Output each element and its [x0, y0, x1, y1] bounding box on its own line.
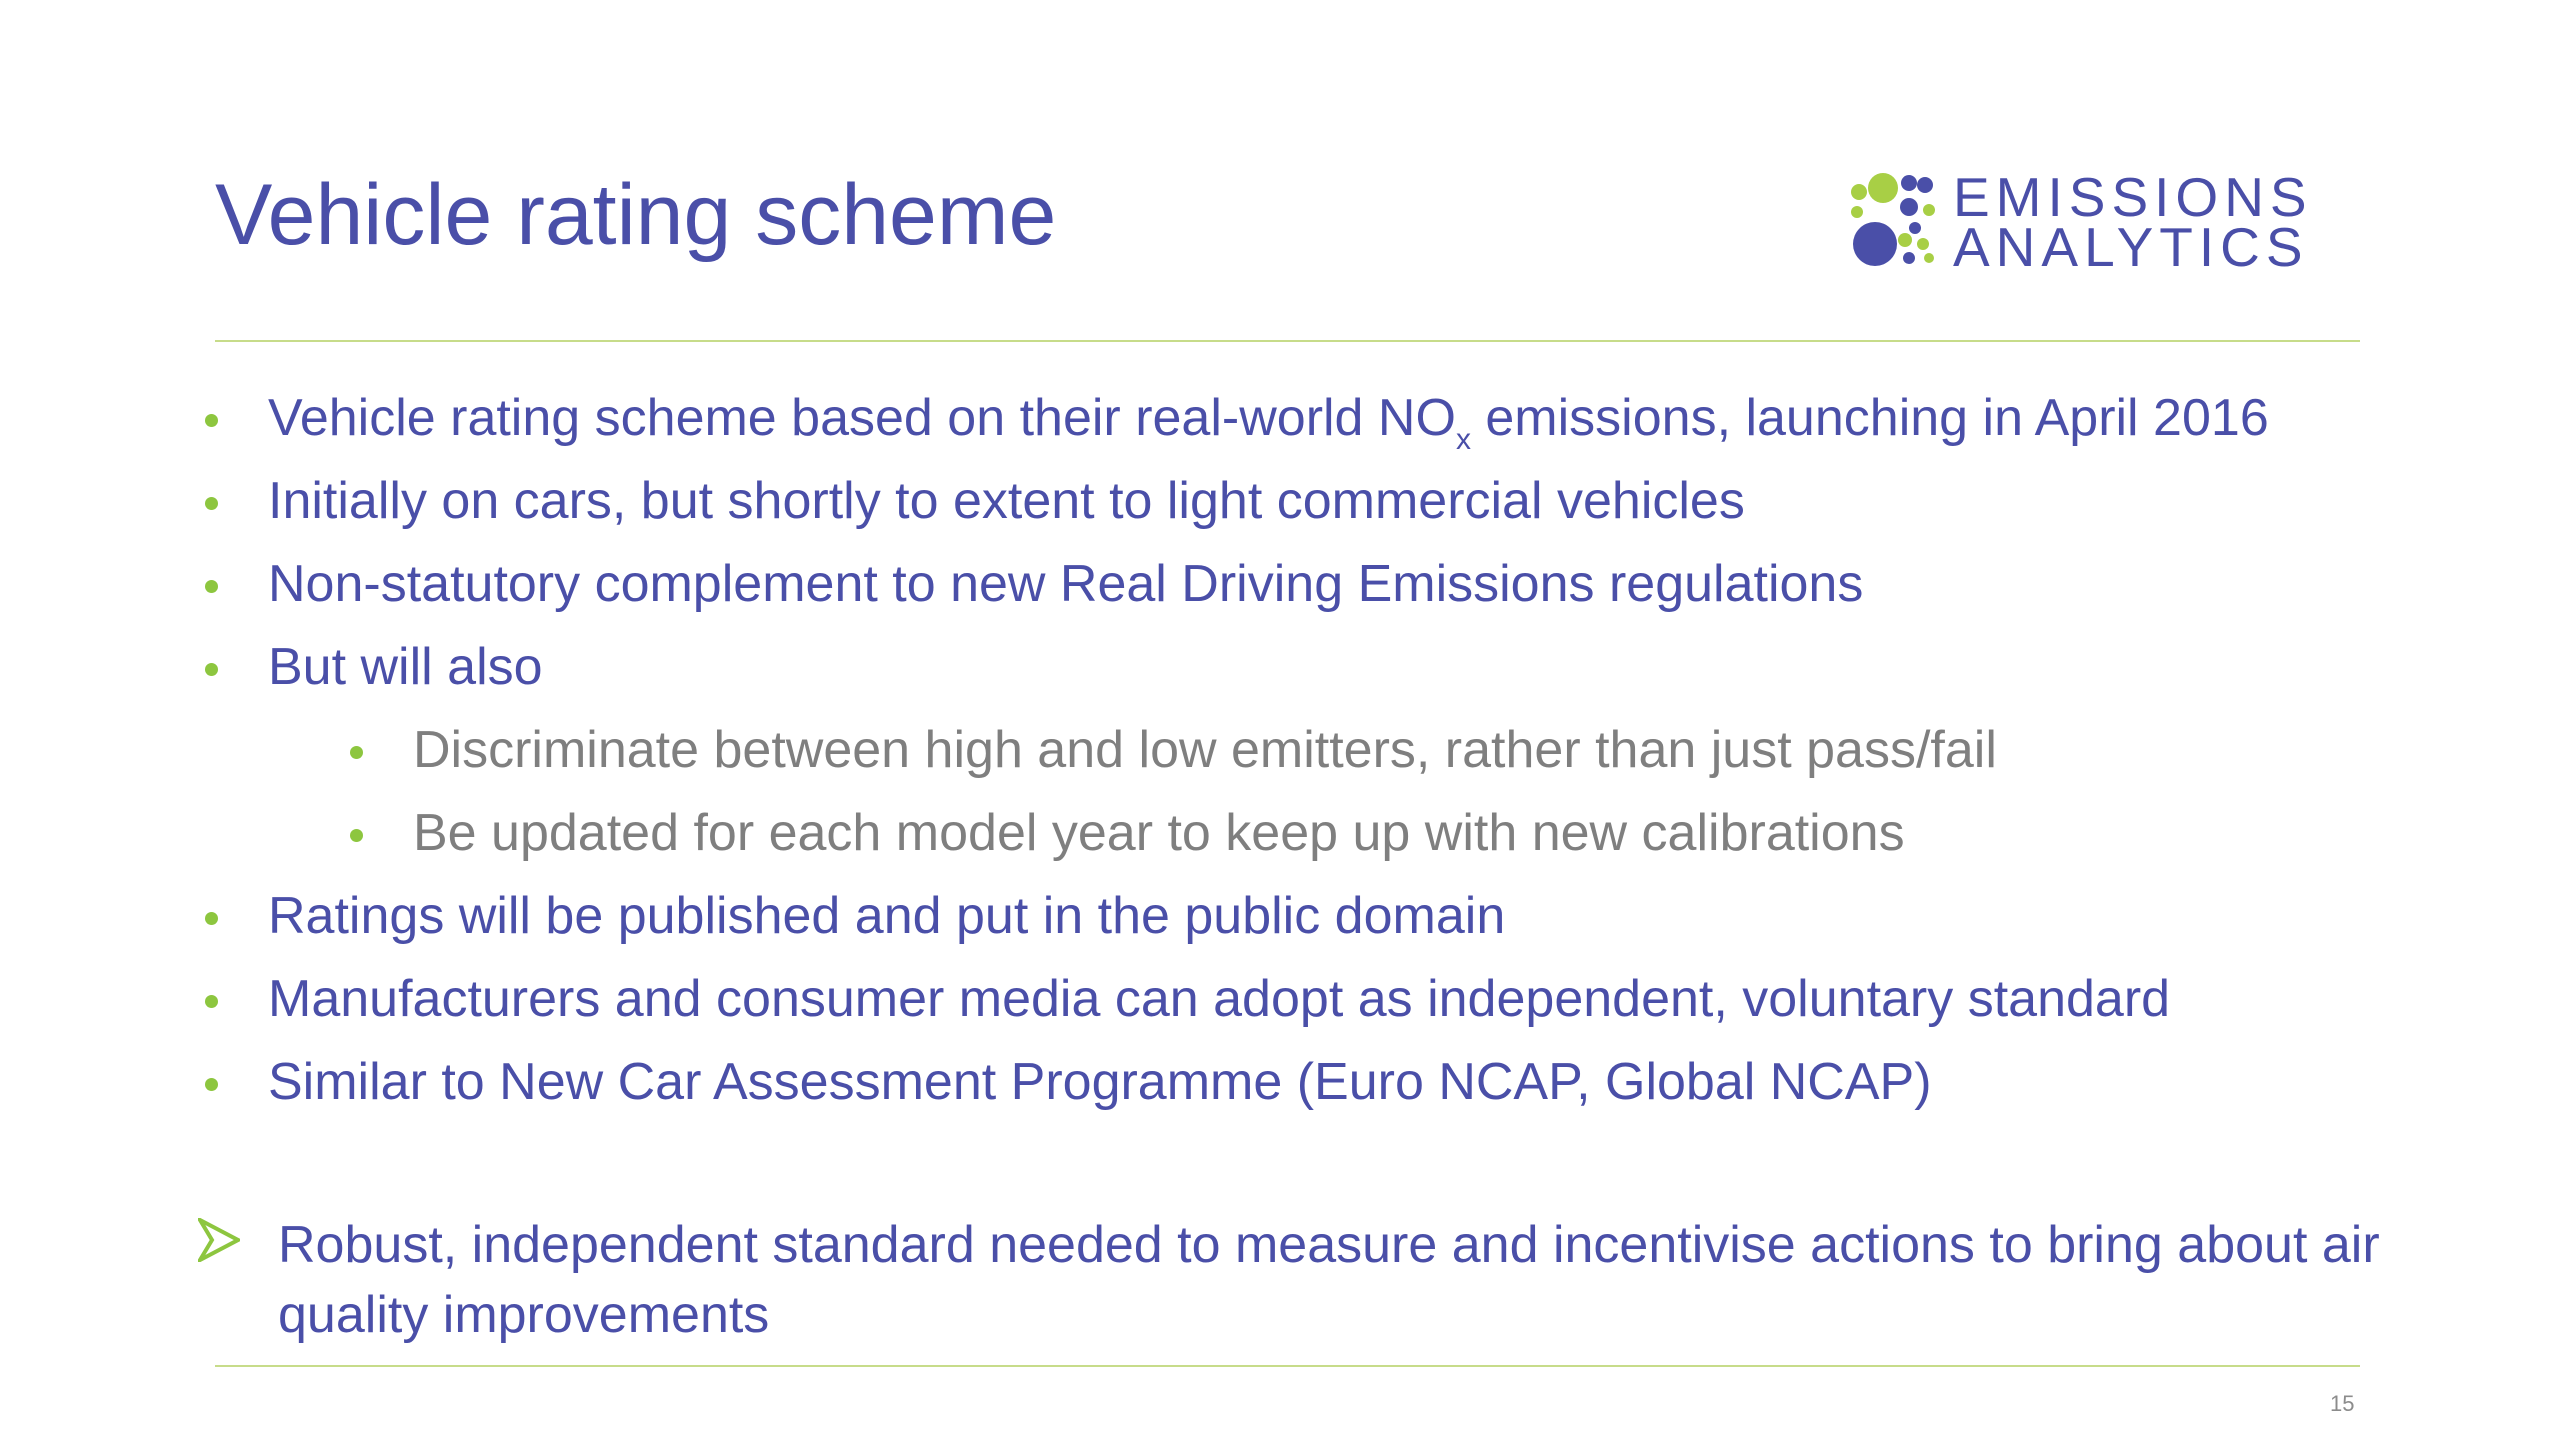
bullet-icon: [205, 414, 218, 427]
bullet-text-part: Vehicle rating scheme based on their real-world NO: [268, 389, 1456, 447]
logo-wordmark: [1953, 166, 2313, 278]
sub-list-item: [413, 721, 1997, 779]
top-divider: [215, 340, 2360, 342]
list-item: [268, 638, 543, 696]
bullet-text: Non-statutory complement to new Real Driving Emissions regulations: [268, 555, 1864, 613]
bullet-icon: [350, 746, 363, 759]
logo-line-1: EMISSIONS: [1953, 166, 2313, 228]
bullet-icon: [350, 829, 363, 842]
slide-title: Vehicle rating scheme: [215, 167, 1057, 263]
bullet-icon: [205, 1078, 218, 1091]
bullet-icon: [205, 580, 218, 593]
subscript-x: x: [1455, 423, 1471, 456]
logo-dots-icon: [1845, 172, 1950, 277]
logo-line-2: ANALYTICS: [1953, 216, 2309, 278]
bullet-text: Manufacturers and consumer media can adopt as independent, voluntary standard: [268, 970, 2171, 1028]
bullet-text: Ratings will be published and put in the public domain: [268, 887, 1506, 945]
sub-list-item: [413, 804, 1905, 862]
bullet-text: Discriminate between high and low emitters, rather than just pass/fail: [413, 721, 1997, 779]
emissions-analytics-logo: [1845, 166, 2375, 278]
bullet-text: Be updated for each model year to keep up with new calibrations: [413, 804, 1905, 862]
page-number: 15: [2330, 1391, 2355, 1416]
list-item: [268, 555, 1864, 613]
bullet-icon: [205, 663, 218, 676]
list-item: [268, 389, 2269, 456]
bullet-text: But will also: [268, 638, 543, 696]
list-item: [268, 1053, 1932, 1111]
list-item: [268, 472, 1745, 530]
list-item: [268, 970, 2171, 1028]
bottom-divider: [215, 1365, 2360, 1367]
bullet-text: Similar to New Car Assessment Programme (Euro NCAP, Global NCAP): [268, 1053, 1932, 1111]
conclusion-text: Robust, independent standard needed to measure and incentivise actions to bring about air quality improvements: [278, 1216, 2380, 1344]
bullet-text-part: emissions, launching in April 2016: [1470, 389, 2269, 447]
bullet-icon: [205, 912, 218, 925]
bullet-icon: [205, 995, 218, 1008]
list-item: [268, 887, 1506, 945]
bullet-text: Initially on cars, but shortly to extent to light commercial vehicles: [268, 472, 1745, 530]
bullet-icon: [205, 497, 218, 510]
arrow-bullet-icon: [198, 1218, 240, 1262]
